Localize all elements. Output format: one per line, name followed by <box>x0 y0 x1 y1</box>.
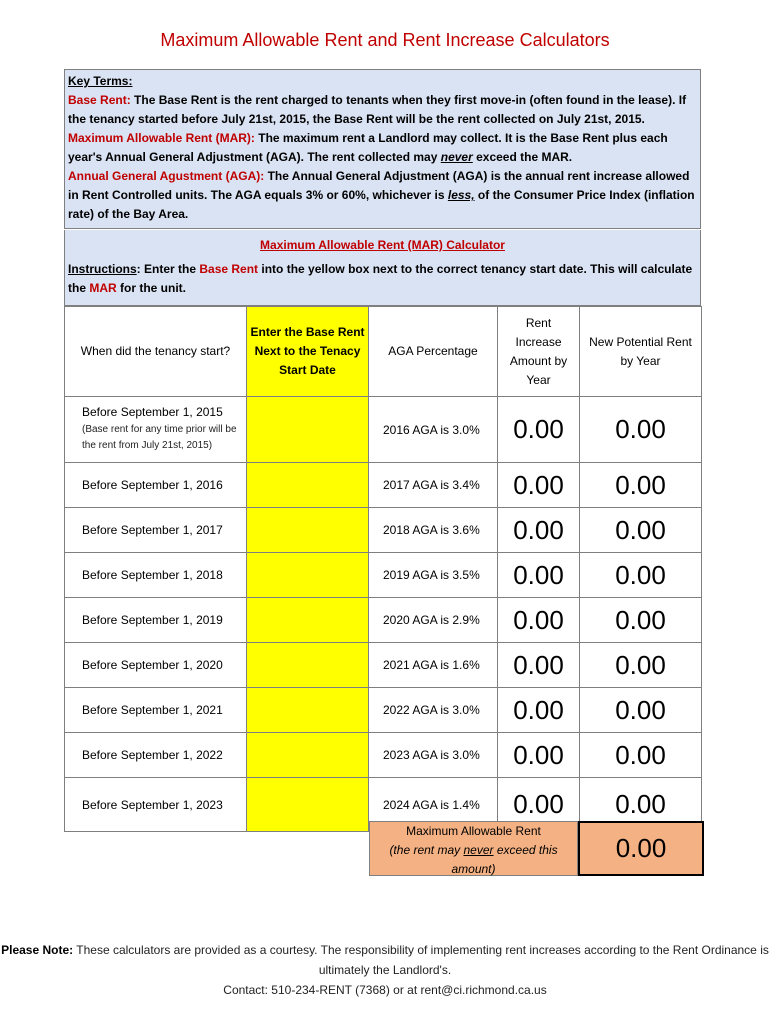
aga-percentage: 2023 AGA is 3.0% <box>369 733 498 778</box>
instructions-part1: : Enter the <box>136 262 197 276</box>
rent-increase-amount: 0.00 <box>498 463 580 508</box>
new-potential-rent: 0.00 <box>580 733 702 778</box>
new-potential-rent: 0.00 <box>580 688 702 733</box>
rent-increase-amount: 0.00 <box>498 397 580 463</box>
new-potential-rent: 0.00 <box>580 598 702 643</box>
aga-definition-part1: The Annual General Adjustment (AGA) is the annual rent increase allowed in Rent Controlled units. The AGA equals 3% or 60%, whichever is <box>68 169 690 202</box>
footer-note-text: These calculators are provided as a courtesy. The responsibility of implementing rent increases according to the Rent Ordinance is ultimately the Landlord's. <box>76 943 769 977</box>
tenancy-start-date: Before September 1, 2015 <box>82 405 223 419</box>
base-rent-input[interactable] <box>247 397 369 463</box>
rent-increase-amount: 0.00 <box>498 508 580 553</box>
mar-result-sub-part1: (the rent may <box>389 843 461 857</box>
rent-increase-amount: 0.00 <box>498 688 580 733</box>
table-row <box>65 397 702 463</box>
mar-label: Maximum Allowable Rent (MAR): <box>68 131 255 145</box>
tenancy-start-date: Before September 1, 2020 <box>65 643 247 688</box>
table-row <box>65 688 702 733</box>
aga-definition-part2: of the Consumer Price Index (inflation rate) of the Bay Area. <box>68 188 695 221</box>
base-rent-input[interactable] <box>247 508 369 553</box>
header-enter-base-rent: Enter the Base Rent Next to the Tenacy Start Date <box>247 307 369 397</box>
table-row <box>65 598 702 643</box>
page-title: Maximum Allowable Rent and Rent Increase Calculators <box>160 30 610 50</box>
mar-result-title: Maximum Allowable Rent <box>406 824 541 838</box>
base-rent-input[interactable] <box>247 553 369 598</box>
rent-increase-amount: 0.00 <box>498 553 580 598</box>
table-row <box>65 643 702 688</box>
rent-increase-amount: 0.00 <box>498 598 580 643</box>
key-terms-heading: Key Terms: <box>68 74 133 88</box>
base-rent-input[interactable] <box>247 733 369 778</box>
mar-result-value: 0.00 <box>578 821 704 876</box>
aga-percentage: 2016 AGA is 3.0% <box>369 397 498 463</box>
rent-increase-amount: 0.00 <box>498 778 580 832</box>
header-tenancy-start: When did the tenancy start? <box>65 307 247 397</box>
table-row <box>65 553 702 598</box>
table-row <box>65 508 702 553</box>
mar-result-label <box>369 821 578 876</box>
tenancy-start-cell <box>65 397 247 463</box>
aga-percentage: 2022 AGA is 3.0% <box>369 688 498 733</box>
aga-percentage: 2018 AGA is 3.6% <box>369 508 498 553</box>
tenancy-start-date: Before September 1, 2023 <box>65 778 247 832</box>
rent-increase-amount: 0.00 <box>498 643 580 688</box>
instructions-label: Instructions <box>68 262 137 276</box>
aga-percentage: 2024 AGA is 1.4% <box>369 778 498 832</box>
tenancy-start-note: (Base rent for any time prior will be the rent from July 21st, 2015) <box>82 424 237 451</box>
aga-percentage: 2019 AGA is 3.5% <box>369 553 498 598</box>
header-new-potential-rent: New Potential Rent by Year <box>580 307 702 397</box>
base-rent-definition: The Base Rent is the rent charged to tenants when they first move-in (often found in the lease). If the tenancy started before July 21st, 2015, the Base Rent will be the rent collected on July 21st, 2015. <box>68 93 687 126</box>
tenancy-start-date: Before September 1, 2018 <box>65 553 247 598</box>
tenancy-start-date: Before September 1, 2016 <box>65 463 247 508</box>
calculator-header <box>64 230 701 306</box>
new-potential-rent: 0.00 <box>580 643 702 688</box>
base-rent-label: Base Rent: <box>68 93 131 107</box>
new-potential-rent: 0.00 <box>580 778 702 832</box>
base-rent-input[interactable] <box>247 463 369 508</box>
base-rent-input[interactable] <box>247 688 369 733</box>
instructions-part2: into the yellow box next to the correct tenancy start date. This will calculate the <box>68 262 693 295</box>
mar-definition-part1: The maximum rent a Landlord may collect. It is the Base Rent plus each year's Annual General Adjustment (AGA). The rent collected may <box>68 131 668 164</box>
calculator-instructions <box>65 260 700 298</box>
base-rent-input[interactable] <box>247 643 369 688</box>
aga-percentage: 2020 AGA is 2.9% <box>369 598 498 643</box>
footer-contact: Contact: 510-234-RENT (7368) or at rent@ci.richmond.ca.us <box>223 983 547 997</box>
tenancy-start-date: Before September 1, 2022 <box>65 733 247 778</box>
aga-percentage: 2021 AGA is 1.6% <box>369 643 498 688</box>
aga-label: Annual General Agustment (AGA): <box>68 169 265 183</box>
tenancy-start-date: Before September 1, 2017 <box>65 508 247 553</box>
table-row <box>65 463 702 508</box>
base-rent-input[interactable] <box>247 778 369 832</box>
instructions-base-rent: Base Rent <box>199 262 259 276</box>
new-potential-rent: 0.00 <box>580 463 702 508</box>
aga-definition-less: less, <box>447 188 475 202</box>
base-rent-input[interactable] <box>247 598 369 643</box>
mar-result-sub-part2: exceed this amount) <box>451 843 558 876</box>
new-potential-rent: 0.00 <box>580 508 702 553</box>
tenancy-start-date: Before September 1, 2021 <box>65 688 247 733</box>
mar-calculator-table <box>64 306 702 832</box>
instructions-part3: for the unit. <box>120 281 187 295</box>
mar-result-subtitle <box>370 841 577 879</box>
footer-note-label: Please Note: <box>1 943 74 957</box>
mar-result-sub-never: never <box>463 843 494 857</box>
tenancy-start-date: Before September 1, 2019 <box>65 598 247 643</box>
table-header-row <box>65 307 702 397</box>
key-terms-panel <box>64 69 701 229</box>
new-potential-rent: 0.00 <box>580 553 702 598</box>
mar-definition-never: never <box>440 150 473 164</box>
aga-percentage: 2017 AGA is 3.4% <box>369 463 498 508</box>
calculator-title: Maximum Allowable Rent (MAR) Calculator <box>260 238 505 252</box>
header-aga-percentage: AGA Percentage <box>369 307 498 397</box>
mar-definition-part2: exceed the MAR. <box>476 150 573 164</box>
instructions-mar: MAR <box>89 281 117 295</box>
footer-note <box>0 940 770 1000</box>
table-row <box>65 733 702 778</box>
header-rent-increase: Rent Increase Amount by Year <box>498 307 580 397</box>
new-potential-rent: 0.00 <box>580 397 702 463</box>
rent-increase-amount: 0.00 <box>498 733 580 778</box>
